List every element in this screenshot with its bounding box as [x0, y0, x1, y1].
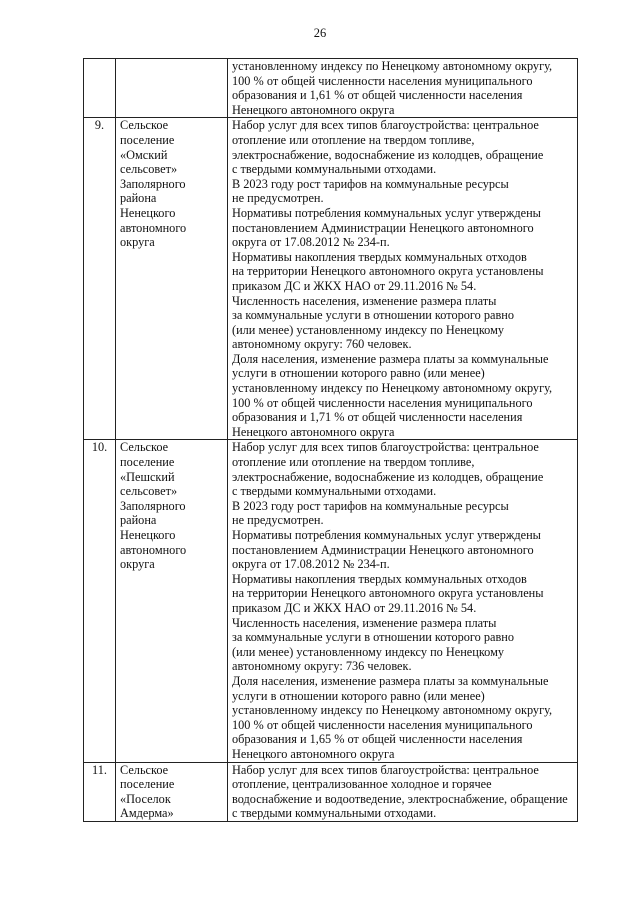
- description-paragraph: [232, 118, 573, 176]
- description-paragraph: [232, 440, 573, 498]
- description-line: приказом ДС и ЖКХ НАО от 29.11.2016 № 54.: [232, 600, 477, 615]
- table-row: [84, 118, 578, 440]
- description-line: на территории Ненецкого автономного округа установлены: [232, 264, 544, 279]
- municipality-line: «Пешский: [120, 469, 175, 484]
- description-line: с твердыми коммунальными отходами.: [232, 484, 437, 499]
- row-number-cell: [84, 59, 116, 118]
- description-line: 100 % от общей численности населения муниципального: [232, 395, 533, 410]
- description-paragraph: [232, 674, 573, 762]
- row-number: 9.: [94, 118, 105, 133]
- municipality-line: «Омский: [120, 147, 168, 162]
- municipality-line: Амдерма»: [120, 806, 174, 821]
- municipality-line: Сельское: [120, 118, 169, 133]
- description-line: водоснабжение и водоотведение, электроснабжение, обращение: [232, 791, 568, 806]
- description-line: Ненецкого автономного округа: [232, 102, 395, 117]
- description-paragraph: [232, 206, 573, 250]
- municipality-line: Сельское: [120, 440, 169, 455]
- description-line: образования и 1,71 % от общей численности населения: [232, 410, 523, 425]
- description-line: Численность населения, изменение размера платы: [232, 615, 497, 630]
- table-row: [84, 59, 578, 118]
- municipality-cell: [116, 59, 228, 118]
- row-number-cell: [84, 440, 116, 762]
- municipality-cell: [116, 440, 228, 762]
- description-cell: [228, 762, 578, 821]
- description-line: с твердыми коммунальными отходами.: [232, 806, 437, 821]
- description-line: отопление, централизованное холодное и горячее: [232, 777, 492, 792]
- tariff-table: [83, 58, 578, 822]
- municipality-line: района: [120, 513, 157, 528]
- description-line: приказом ДС и ЖКХ НАО от 29.11.2016 № 54.: [232, 278, 477, 293]
- description-paragraph: [232, 616, 573, 674]
- description-paragraph: [232, 528, 573, 572]
- municipality-cell: [116, 762, 228, 821]
- municipality-line: района: [120, 191, 157, 206]
- description-line: услуги в отношении которого равно (или менее): [232, 688, 485, 703]
- description-line: (или менее) установленному индексу по Ненецкому: [232, 322, 505, 337]
- description-line: округа от 17.08.2012 № 234-п.: [232, 235, 390, 250]
- description-line: Ненецкого автономного округа: [232, 746, 395, 761]
- description-line: не предусмотрен.: [232, 191, 324, 206]
- description-line: (или менее) установленному индексу по Ненецкому: [232, 644, 505, 659]
- description-line: Нормативы накопления твердых коммунальных отходов: [232, 249, 527, 264]
- municipality-line: Ненецкого: [120, 205, 176, 220]
- municipality-line: сельсовет»: [120, 162, 178, 177]
- description-line: автономному округу: 760 человек.: [232, 337, 412, 352]
- description-line: постановлением Администрации Ненецкого автономного: [232, 542, 534, 557]
- description-paragraph: [232, 499, 573, 528]
- description-cell: [228, 440, 578, 762]
- municipality-line: Заполярного: [120, 498, 186, 513]
- row-number-cell: [84, 118, 116, 440]
- description-paragraph: [232, 352, 573, 440]
- description-line: автономному округу: 736 человек.: [232, 659, 412, 674]
- municipality-line: поселение: [120, 777, 175, 792]
- description-line: Нормативы накопления твердых коммунальных отходов: [232, 571, 527, 586]
- description-line: Доля населения, изменение размера платы за коммунальные: [232, 673, 549, 688]
- municipality-line: поселение: [120, 132, 175, 147]
- description-line: Доля населения, изменение размера платы за коммунальные: [232, 351, 549, 366]
- municipality-line: округа: [120, 235, 155, 250]
- description-cell: [228, 118, 578, 440]
- description-line: Ненецкого автономного округа: [232, 424, 395, 439]
- description-line: образования и 1,61 % от общей численности населения: [232, 88, 523, 103]
- description-line: установленному индексу по Ненецкому автономному округу,: [232, 59, 553, 73]
- description-line: установленному индексу по Ненецкому автономному округу,: [232, 703, 553, 718]
- description-line: за коммунальные услуги в отношении которого равно: [232, 308, 515, 323]
- municipality-cell: [116, 118, 228, 440]
- municipality-line: «Поселок: [120, 791, 171, 806]
- row-number: 11.: [92, 762, 107, 777]
- description-line: Нормативы потребления коммунальных услуг утверждены: [232, 205, 541, 220]
- municipality-line: автономного: [120, 220, 187, 235]
- description-line: электроснабжение, водоснабжение из колодцев, обращение: [232, 469, 544, 484]
- description-line: с твердыми коммунальными отходами.: [232, 162, 437, 177]
- description-paragraph: [232, 572, 573, 616]
- description-line: за коммунальные услуги в отношении которого равно: [232, 630, 515, 645]
- table-row: [84, 762, 578, 821]
- description-line: услуги в отношении которого равно (или менее): [232, 366, 485, 381]
- table-body: [84, 59, 578, 822]
- description-line: на территории Ненецкого автономного округа установлены: [232, 586, 544, 601]
- description-line: Набор услуг для всех типов благоустройства: центральное: [232, 440, 539, 455]
- description-line: постановлением Администрации Ненецкого автономного: [232, 220, 534, 235]
- description-line: Нормативы потребления коммунальных услуг утверждены: [232, 528, 541, 542]
- municipality-line: Ненецкого: [120, 528, 176, 542]
- municipality-line: сельсовет»: [120, 484, 178, 499]
- municipality-line: поселение: [120, 455, 175, 470]
- description-paragraph: [232, 763, 573, 821]
- description-line: Численность населения, изменение размера платы: [232, 293, 497, 308]
- description-line: 100 % от общей численности населения муниципального: [232, 717, 533, 732]
- description-line: округа от 17.08.2012 № 234-п.: [232, 557, 390, 572]
- municipality-line: Сельское: [120, 762, 169, 777]
- description-paragraph: [232, 177, 573, 206]
- description-line: установленному индексу по Ненецкому автономному округу,: [232, 381, 553, 396]
- description-line: электроснабжение, водоснабжение из колодцев, обращение: [232, 147, 544, 162]
- page-number: 26: [313, 26, 327, 40]
- description-line: Набор услуг для всех типов благоустройства: центральное: [232, 762, 539, 777]
- description-paragraph: [232, 250, 573, 294]
- description-paragraph: [232, 294, 573, 352]
- description-cell: [228, 59, 578, 118]
- municipality-line: автономного: [120, 542, 187, 557]
- row-number: 10.: [91, 440, 108, 455]
- description-line: не предусмотрен.: [232, 513, 324, 528]
- row-number-cell: [84, 762, 116, 821]
- description-line: В 2023 году рост тарифов на коммунальные ресурсы: [232, 498, 509, 513]
- table-row: [84, 440, 578, 762]
- municipality-line: округа: [120, 557, 155, 572]
- description-paragraph: [232, 59, 573, 117]
- description-line: отопление или отопление на твердом топливе,: [232, 132, 475, 147]
- municipality-line: Заполярного: [120, 176, 186, 191]
- description-line: образования и 1,65 % от общей численности населения: [232, 732, 523, 747]
- description-line: Набор услуг для всех типов благоустройства: центральное: [232, 118, 539, 133]
- description-line: В 2023 году рост тарифов на коммунальные ресурсы: [232, 176, 509, 191]
- description-line: 100 % от общей численности населения муниципального: [232, 73, 533, 88]
- description-line: отопление или отопление на твердом топливе,: [232, 455, 475, 470]
